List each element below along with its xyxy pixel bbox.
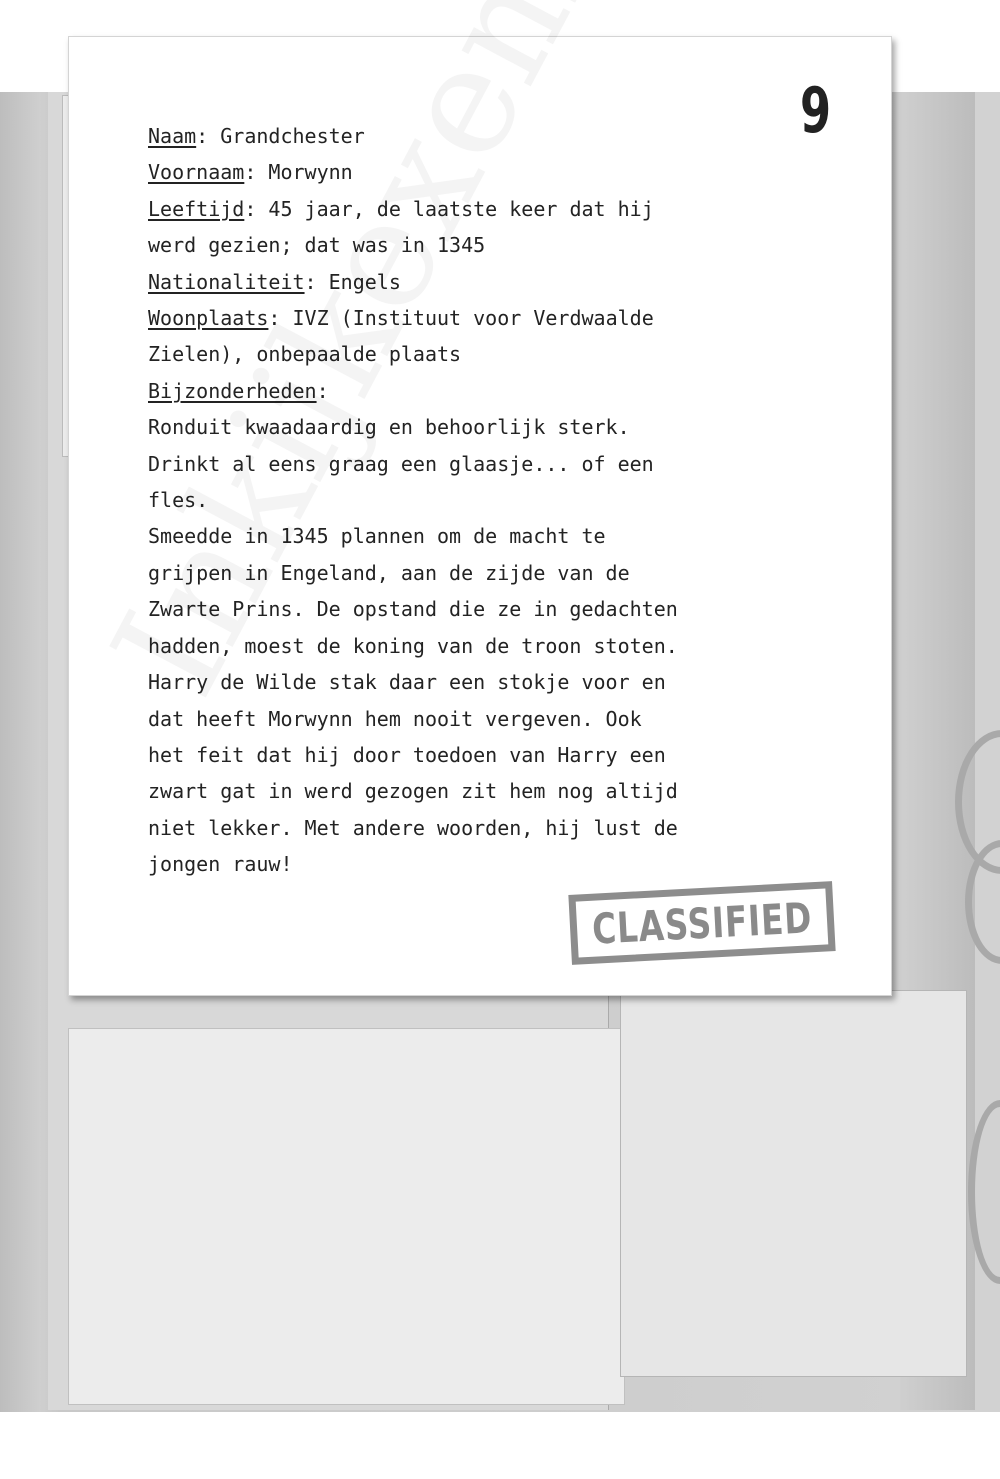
- nationaliteit-label: Nationaliteit: [148, 269, 305, 294]
- paragraph2-line: dat heeft Morwynn hem nooit vergeven. Ook: [148, 706, 642, 731]
- paragraph2-line: hadden, moest de koning van de troon stoten.: [148, 633, 678, 658]
- woonplaats-label: Woonplaats: [148, 306, 269, 331]
- classified-stamp-text: CLASSIFIED: [590, 892, 814, 954]
- naam-value: Grandchester: [220, 124, 365, 148]
- voornaam-value: Morwynn: [268, 160, 353, 185]
- classified-stamp: [568, 881, 835, 965]
- paragraph2-line: jongen rauw!: [148, 852, 293, 877]
- paragraph2-line: het feit dat hij door toedoen van Harry een: [148, 742, 666, 767]
- voornaam-label: Voornaam: [148, 160, 245, 185]
- leeftijd-label: Leeftijd: [148, 196, 245, 221]
- paragraph1-line: Ronduit kwaadaardig en behoorlijk sterk.: [148, 415, 630, 440]
- paragraph2-line: zwart gat in werd gezogen zit hem nog altijd: [148, 779, 678, 804]
- paragraph1-line: Drinkt al eens graag een glaasje... of een: [148, 451, 654, 476]
- paragraph2-line: Harry de Wilde stak daar een stokje voor en: [148, 670, 666, 695]
- blank-card-left: [68, 1028, 625, 1405]
- leeftijd-line: Leeftijd: 45 jaar, de laatste keer dat hij: [148, 196, 654, 221]
- nationaliteit-line: Nationaliteit: Engels: [148, 269, 401, 294]
- paragraph2-line: niet lekker. Met andere woorden, hij lust de: [148, 815, 678, 840]
- page-number: 9: [800, 74, 830, 147]
- woonplaats-line: Woonplaats: IVZ (Instituut voor Verdwaalde: [148, 306, 654, 331]
- naam-label: Naam: [148, 124, 197, 148]
- blank-card-right: [620, 990, 967, 1377]
- nationaliteit-value: Engels: [328, 269, 401, 294]
- naam-line: Naam: Grandchester: [148, 124, 365, 148]
- bijzonderheden-label: Bijzonderheden: [148, 378, 317, 403]
- paragraph2-line: Zwarte Prins. De opstand die ze in gedachten: [148, 597, 678, 622]
- leeftijd-value: 45 jaar, de laatste keer dat hij: [268, 196, 654, 221]
- woonplaats-value: IVZ (Instituut voor Verdwaalde: [292, 306, 654, 331]
- bijzonderheden-line: Bijzonderheden:: [148, 378, 329, 403]
- leeftijd-line-2: werd gezien; dat was in 1345: [148, 233, 486, 258]
- paragraph2-line: Smeedde in 1345 plannen om de macht te: [148, 524, 606, 549]
- paragraph1-line: fles.: [148, 488, 209, 513]
- dossier-text: [148, 118, 848, 883]
- paragraph2-line: grijpen in Engeland, aan de zijde van de: [148, 560, 630, 585]
- woonplaats-line-2: Zielen), onbepaalde plaats: [148, 342, 462, 367]
- voornaam-line: Voornaam: Morwynn: [148, 160, 353, 185]
